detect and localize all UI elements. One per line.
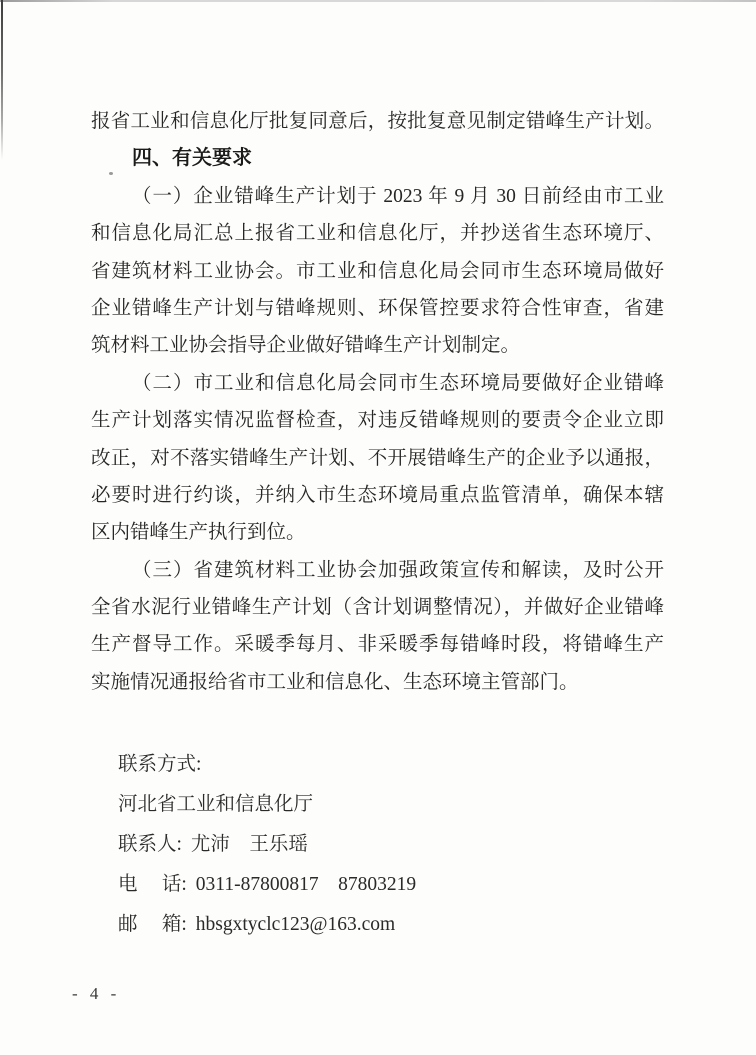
- body-line: 和信息化局汇总上报省工业和信息化厅，并抄送省生态环境厅、: [91, 223, 664, 245]
- body-line: 筑材料工业协会指导企业做好错峰生产计划制定。: [91, 335, 521, 357]
- body-line: 生产计划落实情况监督检查，对违反错峰规则的要责令企业立即: [91, 410, 664, 432]
- contact-person-value: 尤沛 王乐瑶: [190, 834, 308, 855]
- contact-person-label: 联系人:: [118, 834, 182, 855]
- contact-phone-value: 0311-87800817 87803219: [195, 874, 417, 895]
- scan-edge-left: [1, 0, 3, 160]
- body-line: 改正，对不落实错峰生产计划、不开展错峰生产的企业予以通报，: [91, 447, 664, 469]
- body-line: （三）省建筑材料工业协会加强政策宣传和解读，及时公开: [132, 559, 664, 581]
- contact-person: [118, 825, 416, 865]
- body-line: 全省水泥行业错峰生产计划（含计划调整情况），并做好企业错峰: [91, 597, 664, 619]
- body-line: 必要时进行约谈，并纳入市生态环境局重点监管清单，确保本辖: [91, 484, 664, 506]
- contact-title: 联系方式:: [118, 754, 202, 775]
- body-line: （二）市工业和信息化局会同市生态环境局要做好企业错峰: [132, 372, 664, 394]
- contact-email-value: hbsgxtyclc123@163.com: [195, 914, 396, 935]
- body-line: （一）企业错峰生产计划于 2023 年 9 月 30 日前经由市工业: [132, 185, 664, 207]
- body-line: 省建筑材料工业协会。市工业和信息化局会同市生态环境局做好: [91, 260, 664, 282]
- body-line: 生产督导工作。采暖季每月、非采暖季每错峰时段，将错峰生产: [91, 634, 664, 656]
- body-line: 区内错峰生产执行到位。: [91, 522, 306, 544]
- scan-edge-top: [0, 0, 756, 2]
- contact-block: [118, 745, 416, 945]
- body-line: 实施情况通报给省市工业和信息化、生态环境主管部门。: [91, 671, 579, 693]
- page-number: - 4 -: [72, 984, 121, 1003]
- contact-phone-label: 电 话:: [118, 874, 187, 895]
- contact-email: [118, 905, 416, 945]
- body-line: 报省工业和信息化厅批复同意后，按批复意见制定错峰生产计划。: [91, 111, 664, 132]
- contact-org: 河北省工业和信息化厅: [118, 794, 314, 815]
- body-line: 企业错峰生产计划与错峰规则、环保管控要求符合性审查，省建: [91, 297, 664, 319]
- contact-email-label: 邮 箱:: [118, 914, 187, 935]
- document-body: [91, 103, 664, 701]
- section-heading: 四、有关要求: [132, 147, 252, 170]
- contact-phone: [118, 865, 416, 905]
